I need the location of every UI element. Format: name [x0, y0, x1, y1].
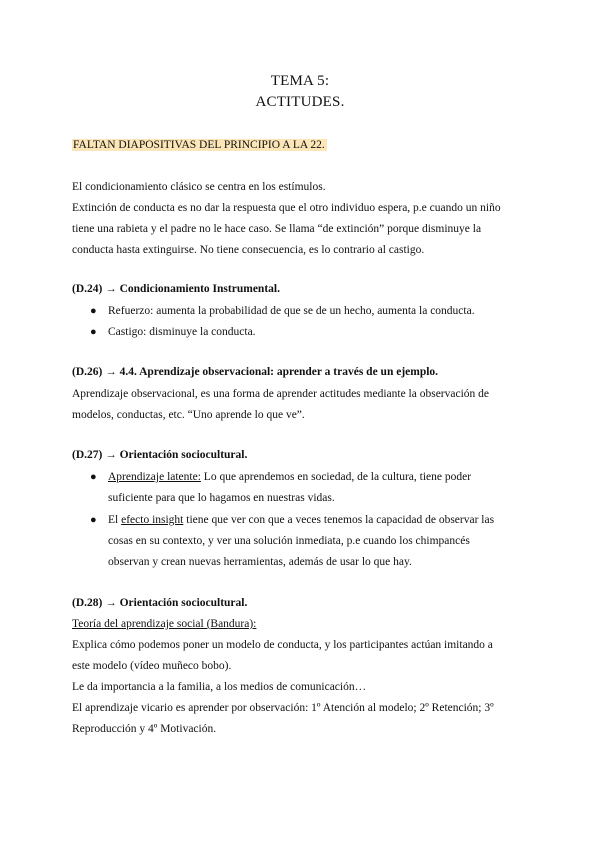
bullet-efecto-insight-cont-1: cosas en su contexto, y ver una solución inmediata, p.e cuando los chimpancés	[108, 535, 470, 547]
term-aprendizaje-latente: Aprendizaje latente:	[108, 471, 201, 483]
bullet-text: El	[108, 514, 122, 526]
d28-line-5: Reproducción y 4º Motivación.	[72, 723, 217, 735]
section-title: Orientación sociocultural.	[119, 597, 248, 609]
bullet-aprendizaje-latente	[108, 470, 471, 484]
bullet-efecto-insight	[108, 513, 494, 527]
intro-line-4: conducta hasta extinguirse. No tiene consecuencia, es lo contrario al castigo.	[72, 244, 425, 256]
bullet-icon: ●	[90, 305, 97, 317]
section-prefix: (D.26) →	[72, 366, 117, 378]
section-title: 4.4. Aprendizaje observacional: aprender a través de un ejemplo.	[119, 366, 439, 378]
term-efecto-insight: efecto insight	[121, 514, 184, 526]
intro-line-2: Extinción de conducta es no dar la respuesta que el otro individuo espera, p.e cuando un niño	[72, 202, 501, 214]
section-prefix: (D.28) →	[72, 597, 117, 609]
title-line-2: ACTITUDES.	[255, 94, 345, 110]
d28-line-4: El aprendizaje vicario es aprender por observación: 1º Atención al modelo; 2º Retención; 3º	[72, 702, 494, 714]
bullet-text: tiene que ver con que a veces tenemos la capacidad de observar las	[183, 514, 495, 526]
section-heading-d24	[72, 282, 280, 296]
section-prefix: (D.24) →	[72, 283, 117, 295]
bullet-aprendizaje-latente-cont: suficiente para que lo hagamos en nuestras vidas.	[108, 492, 335, 504]
intro-line-3: tiene una rabieta y el padre no le hace caso. Se llama “de extinción” porque disminuye la	[72, 223, 482, 235]
section-heading-d27	[72, 448, 247, 462]
d26-line-2: modelos, conductas, etc. “Uno aprende lo que ve”.	[72, 409, 305, 421]
section-prefix: (D.27) →	[72, 449, 117, 461]
notice-highlight: FALTAN DIAPOSITIVAS DEL PRINCIPIO A LA 22.	[73, 139, 325, 151]
d26-line-1: Aprendizaje observacional, es una forma de aprender actitudes mediante la observación de	[72, 388, 490, 400]
bullet-icon: ●	[90, 514, 97, 526]
section-title: Condicionamiento Instrumental.	[119, 283, 280, 295]
intro-line-1: El condicionamiento clásico se centra en los estímulos.	[72, 181, 326, 193]
bullet-text: Lo que aprendemos en sociedad, de la cultura, tiene poder	[200, 471, 472, 483]
d28-line-2: este modelo (vídeo muñeco bobo).	[72, 660, 232, 672]
bullet-icon: ●	[90, 471, 97, 483]
section-heading-d28	[72, 596, 247, 610]
bullet-refuerzo: Refuerzo: aumenta la probabilidad de que se de un hecho, aumenta la conducta.	[108, 305, 475, 317]
bandura-subtitle: Teoría del aprendizaje social (Bandura):	[72, 618, 257, 630]
missing-slides-notice	[72, 138, 327, 152]
section-title: Orientación sociocultural.	[119, 449, 248, 461]
d28-line-1: Explica cómo podemos poner un modelo de conducta, y los participantes actúan imitando a	[72, 639, 493, 651]
d28-line-3: Le da importancia a la familia, a los medios de comunicación…	[72, 681, 367, 693]
bullet-efecto-insight-cont-2: observan y crean nuevas herramientas, además de usar lo que hay.	[108, 556, 412, 568]
section-heading-d26	[72, 365, 438, 379]
bullet-castigo: Castigo: disminuye la conducta.	[108, 326, 256, 338]
bullet-icon: ●	[90, 326, 97, 338]
title-line-1: TEMA 5:	[270, 73, 330, 89]
